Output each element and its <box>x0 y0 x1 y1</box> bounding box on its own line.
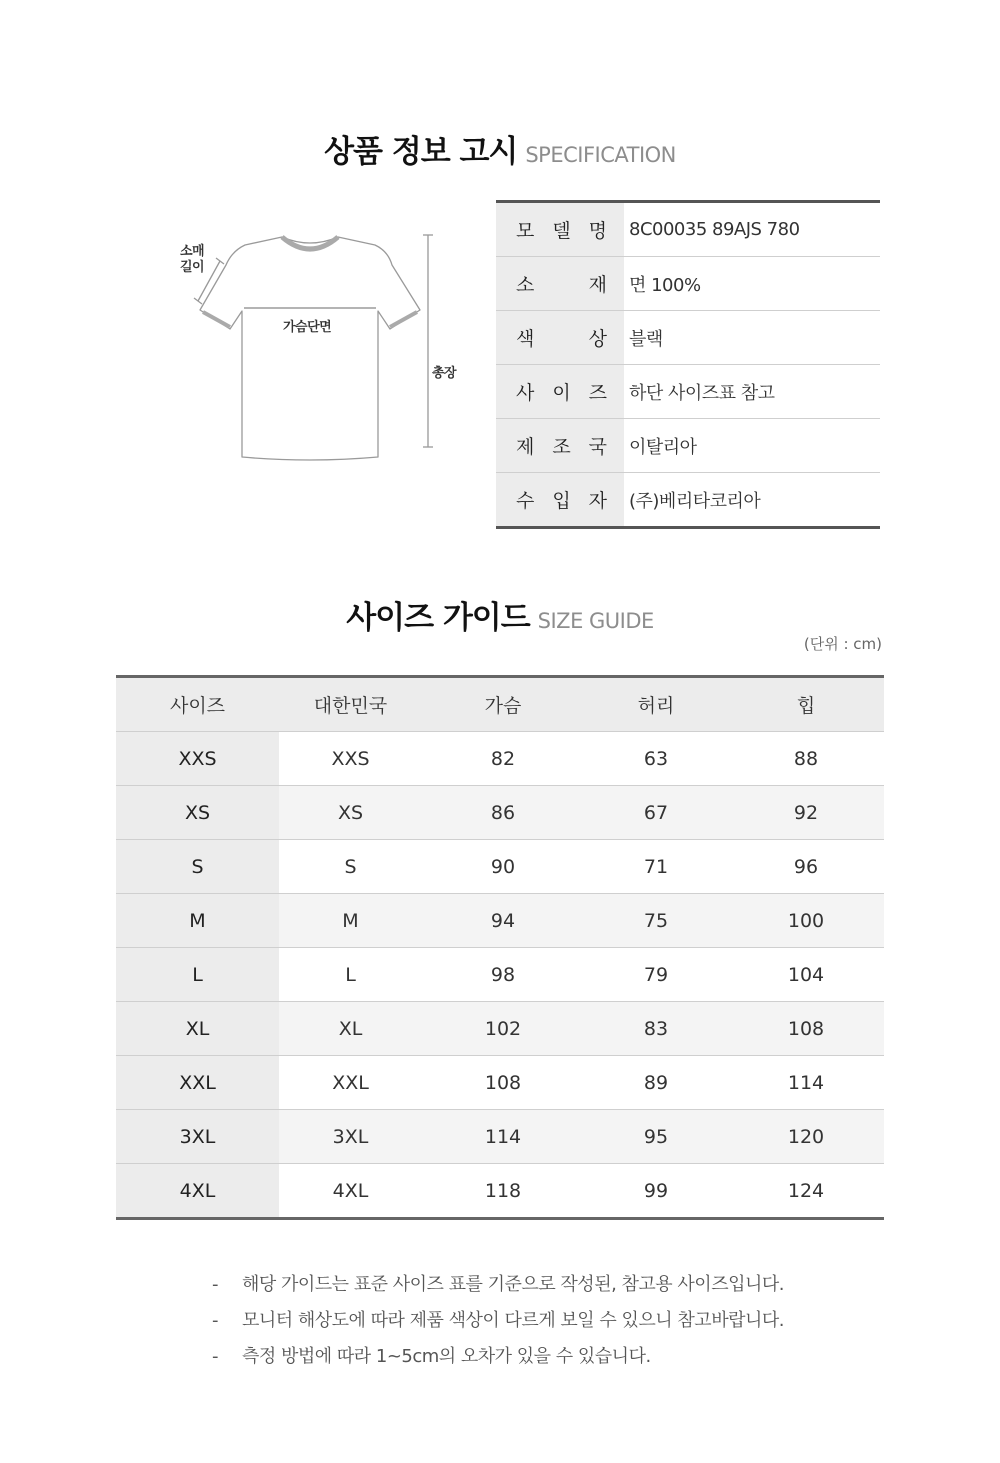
chest-width-label: 가슴단면 <box>283 320 332 335</box>
cell-korea: M <box>279 894 422 948</box>
cell-chest: 90 <box>422 840 584 894</box>
cell-waist: 89 <box>584 1056 728 1110</box>
cell-korea: XXS <box>279 732 422 786</box>
sleeve-length-label <box>180 244 204 276</box>
cell-korea: L <box>279 948 422 1002</box>
cell-size: XXL <box>116 1056 279 1110</box>
bullet-dash: - <box>212 1346 218 1367</box>
key-char: 상 <box>588 328 607 350</box>
cell-waist: 83 <box>584 1002 728 1056</box>
cell-size: XXS <box>116 732 279 786</box>
spec-key <box>496 419 624 472</box>
cell-chest: 108 <box>422 1056 584 1110</box>
cell-waist: 79 <box>584 948 728 1002</box>
table-row <box>116 786 884 840</box>
size-table <box>116 675 884 1220</box>
size-guide-title <box>0 592 1000 637</box>
key-char: 수 <box>516 490 535 512</box>
cell-hip: 100 <box>728 894 884 948</box>
cell-waist: 67 <box>584 786 728 840</box>
table-row <box>116 1002 884 1056</box>
cell-size: XL <box>116 1002 279 1056</box>
key-char: 즈 <box>588 382 607 404</box>
key-char: 재 <box>588 274 607 296</box>
cell-size: S <box>116 840 279 894</box>
spec-key <box>496 473 624 526</box>
cell-hip: 114 <box>728 1056 884 1110</box>
cell-hip: 120 <box>728 1110 884 1164</box>
cell-chest: 86 <box>422 786 584 840</box>
table-row <box>116 1164 884 1219</box>
list-item <box>212 1308 784 1344</box>
cell-size: L <box>116 948 279 1002</box>
cell-chest: 94 <box>422 894 584 948</box>
cell-hip: 108 <box>728 1002 884 1056</box>
bullet-dash: - <box>212 1274 218 1295</box>
key-char: 국 <box>588 436 607 458</box>
cell-hip: 92 <box>728 786 884 840</box>
cell-chest: 82 <box>422 732 584 786</box>
table-row <box>116 840 884 894</box>
cell-chest: 114 <box>422 1110 584 1164</box>
key-char: 입 <box>552 490 571 512</box>
spec-row-color <box>496 311 880 365</box>
cell-waist: 75 <box>584 894 728 948</box>
spec-title <box>0 126 1000 171</box>
key-char: 제 <box>516 436 535 458</box>
key-char: 자 <box>588 490 607 512</box>
cell-size: 4XL <box>116 1164 279 1219</box>
spec-value: 면 100% <box>629 274 701 296</box>
cell-korea: XS <box>279 786 422 840</box>
list-item <box>212 1272 784 1308</box>
notes-list <box>212 1272 784 1380</box>
table-row <box>116 948 884 1002</box>
size-guide-title-english: SIZE GUIDE <box>537 609 654 633</box>
key-char: 조 <box>552 436 571 458</box>
spec-value: 8C00035 89AJS 780 <box>629 219 800 240</box>
cell-waist: 95 <box>584 1110 728 1164</box>
cell-size: 3XL <box>116 1110 279 1164</box>
key-char: 델 <box>552 220 571 242</box>
key-char: 명 <box>588 220 607 242</box>
cell-hip: 124 <box>787 1179 825 1202</box>
list-item <box>212 1344 784 1380</box>
cell-waist: 71 <box>584 840 728 894</box>
cell-korea: S <box>279 840 422 894</box>
key-char: 이 <box>552 382 571 404</box>
spec-key <box>496 203 624 256</box>
spec-title-english: SPECIFICATION <box>525 143 676 167</box>
cell-korea: XL <box>279 1002 422 1056</box>
spec-row-material <box>496 257 880 311</box>
spec-key <box>496 365 624 418</box>
note-text: 해당 가이드는 표준 사이즈 표를 기준으로 작성된, 참고용 사이즈입니다. <box>242 1274 784 1295</box>
table-row <box>116 1056 884 1110</box>
header-hip: 힙 <box>728 677 884 732</box>
cell-chest: 102 <box>422 1002 584 1056</box>
cell-size: XS <box>116 786 279 840</box>
cell-korea: 4XL <box>332 1179 369 1202</box>
total-length-label: 총장 <box>432 366 457 381</box>
spec-value: 하단 사이즈표 참고 <box>629 382 775 404</box>
header-waist: 허리 <box>584 677 728 732</box>
spec-row-size <box>496 365 880 419</box>
sleeve-label-line-2: 길이 <box>180 260 205 275</box>
header-chest: 가슴 <box>422 677 584 732</box>
key-char: 사 <box>516 382 535 404</box>
cell-korea: 3XL <box>279 1110 422 1164</box>
spec-title-korean: 상품 정보 고시 <box>324 134 518 170</box>
note-text: 측정 방법에 따라 1~5cm의 오차가 있을 수 있습니다. <box>242 1346 651 1367</box>
spec-value: 블랙 <box>629 328 663 350</box>
note-text: 모니터 해상도에 따라 제품 색상이 다르게 보일 수 있으니 참고바랍니다. <box>242 1310 784 1331</box>
table-row <box>116 894 884 948</box>
spec-table <box>496 200 880 529</box>
spec-key <box>496 257 624 310</box>
cell-chest: 98 <box>422 948 584 1002</box>
cell-korea: XXL <box>279 1056 422 1110</box>
cell-waist: 63 <box>584 732 728 786</box>
spec-row-importer <box>496 473 880 526</box>
header-korea: 대한민국 <box>279 677 422 732</box>
cell-hip: 96 <box>728 840 884 894</box>
unit-label: (단위 : cm) <box>803 635 882 653</box>
cell-chest: 118 <box>484 1179 522 1202</box>
sleeve-label-line-1: 소매 <box>180 244 205 259</box>
spec-row-origin <box>496 419 880 473</box>
key-char: 색 <box>516 328 535 350</box>
bullet-dash: - <box>212 1310 218 1331</box>
spec-row-model <box>496 203 880 257</box>
spec-key <box>496 311 624 364</box>
cell-hip: 88 <box>728 732 884 786</box>
table-row <box>116 1110 884 1164</box>
size-table-body <box>116 732 884 1219</box>
key-char: 소 <box>516 274 535 296</box>
spec-value: 이탈리아 <box>629 436 697 458</box>
cell-size: M <box>116 894 279 948</box>
size-guide-title-korean: 사이즈 가이드 <box>346 600 530 636</box>
cell-waist: 99 <box>643 1179 669 1202</box>
cell-hip: 104 <box>728 948 884 1002</box>
size-table-header <box>116 677 884 732</box>
spec-value: (주)베리타코리아 <box>629 490 761 512</box>
table-row <box>116 732 884 786</box>
header-size: 사이즈 <box>116 677 279 732</box>
key-char: 모 <box>516 220 535 242</box>
tshirt-outline-icon <box>170 225 470 470</box>
